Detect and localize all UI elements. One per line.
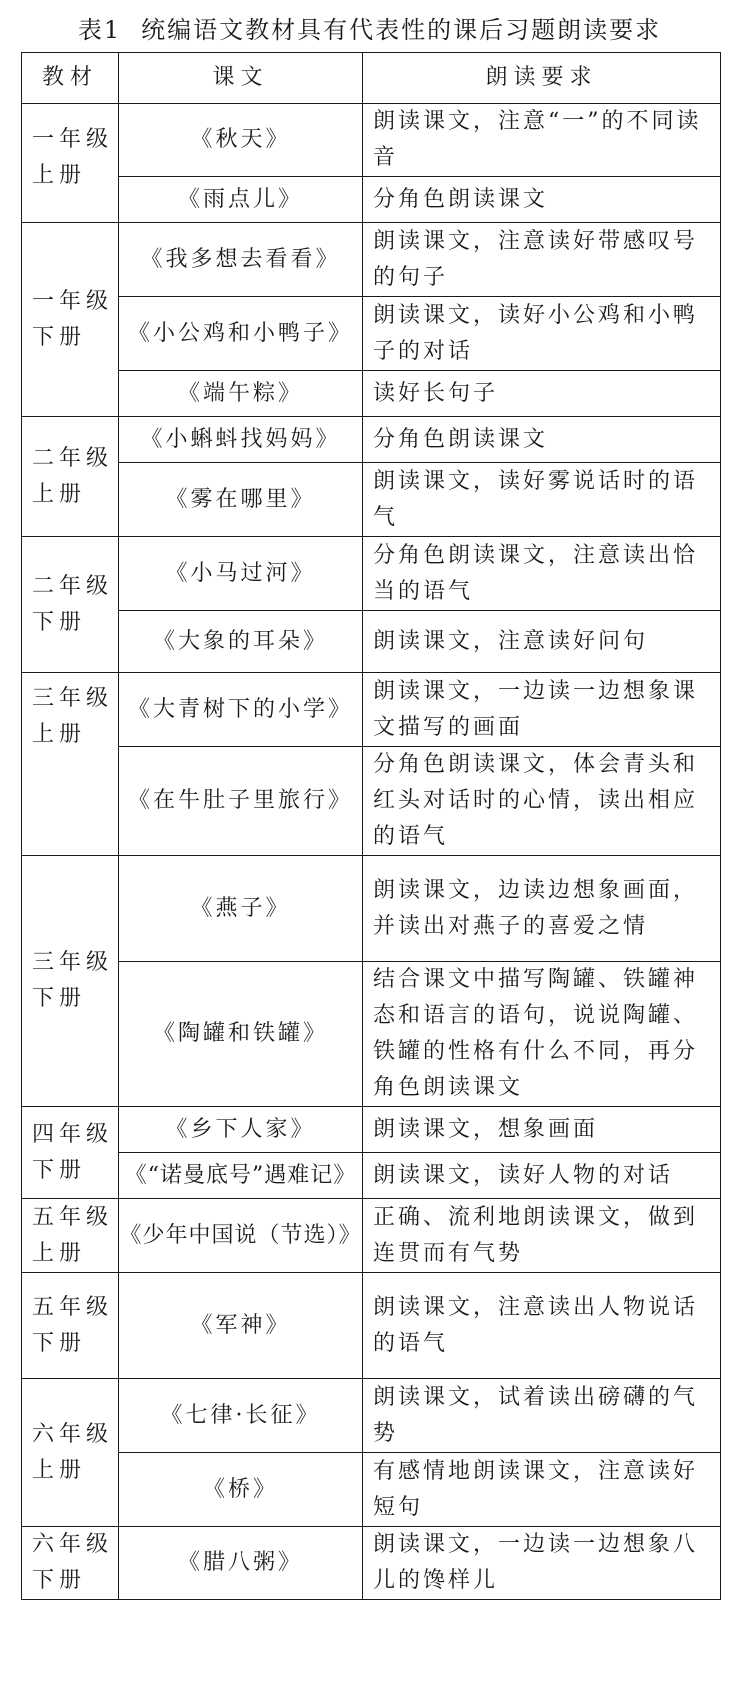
header-lesson: 课文 <box>119 53 363 104</box>
requirement-cell: 结合课文中描写陶罐、铁罐神态和语言的语句，说说陶罐、铁罐的性格有什么不同，再分角色朗读课文 <box>363 962 721 1107</box>
requirement-cell: 分角色朗读课文，注意读出恰当的语气 <box>363 537 721 611</box>
table-header-row <box>22 53 721 104</box>
table-row <box>22 611 721 673</box>
lesson-cell: 《在牛肚子里旅行》 <box>119 747 363 856</box>
lesson-cell: 《端午粽》 <box>119 371 363 417</box>
table-row <box>22 1453 721 1527</box>
header-grade: 教材 <box>22 53 119 104</box>
requirement-cell: 朗读课文，注意读好带感叹号的句子 <box>363 223 721 297</box>
table-row <box>22 177 721 223</box>
requirement-cell: 朗读课文，试着读出磅礴的气势 <box>363 1379 721 1453</box>
table-caption <box>0 10 739 45</box>
requirement-cell: 朗读课文，读好人物的对话 <box>363 1153 721 1199</box>
table-row <box>22 104 721 177</box>
lesson-cell: 《大象的耳朵》 <box>119 611 363 673</box>
lesson-cell: 《我多想去看看》 <box>119 223 363 297</box>
requirement-cell: 朗读课文，注意读出人物说话的语气 <box>363 1273 721 1379</box>
table-row <box>22 1199 721 1273</box>
requirement-cell: 正确、流利地朗读课文，做到连贯而有气势 <box>363 1199 721 1273</box>
lesson-cell: 《桥》 <box>119 1453 363 1527</box>
header-requirement: 朗读要求 <box>363 53 721 104</box>
reading-requirements-table <box>21 52 721 1600</box>
table-title: 统编语文教材具有代表性的课后习题朗读要求 <box>141 16 662 44</box>
table-row <box>22 417 721 463</box>
lesson-cell: 《军神》 <box>119 1273 363 1379</box>
requirement-cell: 朗读课文，想象画面 <box>363 1107 721 1153</box>
lesson-cell: 《七律·长征》 <box>119 1379 363 1453</box>
table-number: 表1 <box>77 16 122 44</box>
requirement-cell: 分角色朗读课文 <box>363 417 721 463</box>
table-row <box>22 297 721 371</box>
lesson-cell: 《雨点儿》 <box>119 177 363 223</box>
table-row <box>22 747 721 856</box>
table-row <box>22 1153 721 1199</box>
lesson-cell: 《小蝌蚪找妈妈》 <box>119 417 363 463</box>
grade-cell: 五年级上册 <box>22 1199 119 1273</box>
lesson-cell: 《大青树下的小学》 <box>119 673 363 747</box>
lesson-cell: 《小马过河》 <box>119 537 363 611</box>
grade-cell: 四年级下册 <box>22 1107 119 1199</box>
table-row <box>22 673 721 747</box>
table-row <box>22 1527 721 1600</box>
table-row <box>22 223 721 297</box>
table-row <box>22 463 721 537</box>
grade-cell: 一年级下册 <box>22 223 119 417</box>
lesson-cell: 《腊八粥》 <box>119 1527 363 1600</box>
requirement-cell: 朗读课文，边读边想象画面，并读出对燕子的喜爱之情 <box>363 856 721 962</box>
requirement-cell: 朗读课文，注意“一”的不同读音 <box>363 104 721 177</box>
requirement-cell: 分角色朗读课文，体会青头和红头对话时的心情，读出相应的语气 <box>363 747 721 856</box>
requirement-cell: 朗读课文，一边读一边想象课文描写的画面 <box>363 673 721 747</box>
requirement-cell: 有感情地朗读课文，注意读好短句 <box>363 1453 721 1527</box>
grade-cell: 六年级下册 <box>22 1527 119 1600</box>
grade-cell: 三年级下册 <box>22 856 119 1107</box>
requirement-cell: 朗读课文，注意读好问句 <box>363 611 721 673</box>
requirement-cell: 分角色朗读课文 <box>363 177 721 223</box>
grade-cell: 一年级上册 <box>22 104 119 223</box>
lesson-cell: 《雾在哪里》 <box>119 463 363 537</box>
table-row <box>22 371 721 417</box>
table-row <box>22 962 721 1107</box>
requirement-cell: 朗读课文，一边读一边想象八儿的馋样儿 <box>363 1527 721 1600</box>
table-row <box>22 856 721 962</box>
table-row <box>22 1273 721 1379</box>
lesson-cell: 《小公鸡和小鸭子》 <box>119 297 363 371</box>
lesson-cell: 《陶罐和铁罐》 <box>119 962 363 1107</box>
table-row <box>22 537 721 611</box>
grade-cell: 二年级上册 <box>22 417 119 537</box>
grade-cell: 二年级下册 <box>22 537 119 673</box>
grade-cell: 六年级上册 <box>22 1379 119 1527</box>
requirement-cell: 朗读课文，读好雾说话时的语气 <box>363 463 721 537</box>
grade-cell: 五年级下册 <box>22 1273 119 1379</box>
requirement-cell: 读好长句子 <box>363 371 721 417</box>
lesson-cell: 《“诺曼底号”遇难记》 <box>119 1153 363 1199</box>
lesson-cell: 《燕子》 <box>119 856 363 962</box>
requirement-cell: 朗读课文，读好小公鸡和小鸭子的对话 <box>363 297 721 371</box>
table-row <box>22 1379 721 1453</box>
lesson-cell: 《乡下人家》 <box>119 1107 363 1153</box>
grade-cell: 三年级上册 <box>22 673 119 856</box>
lesson-cell: 《少年中国说（节选）》 <box>119 1199 363 1273</box>
lesson-cell: 《秋天》 <box>119 104 363 177</box>
table-row <box>22 1107 721 1153</box>
